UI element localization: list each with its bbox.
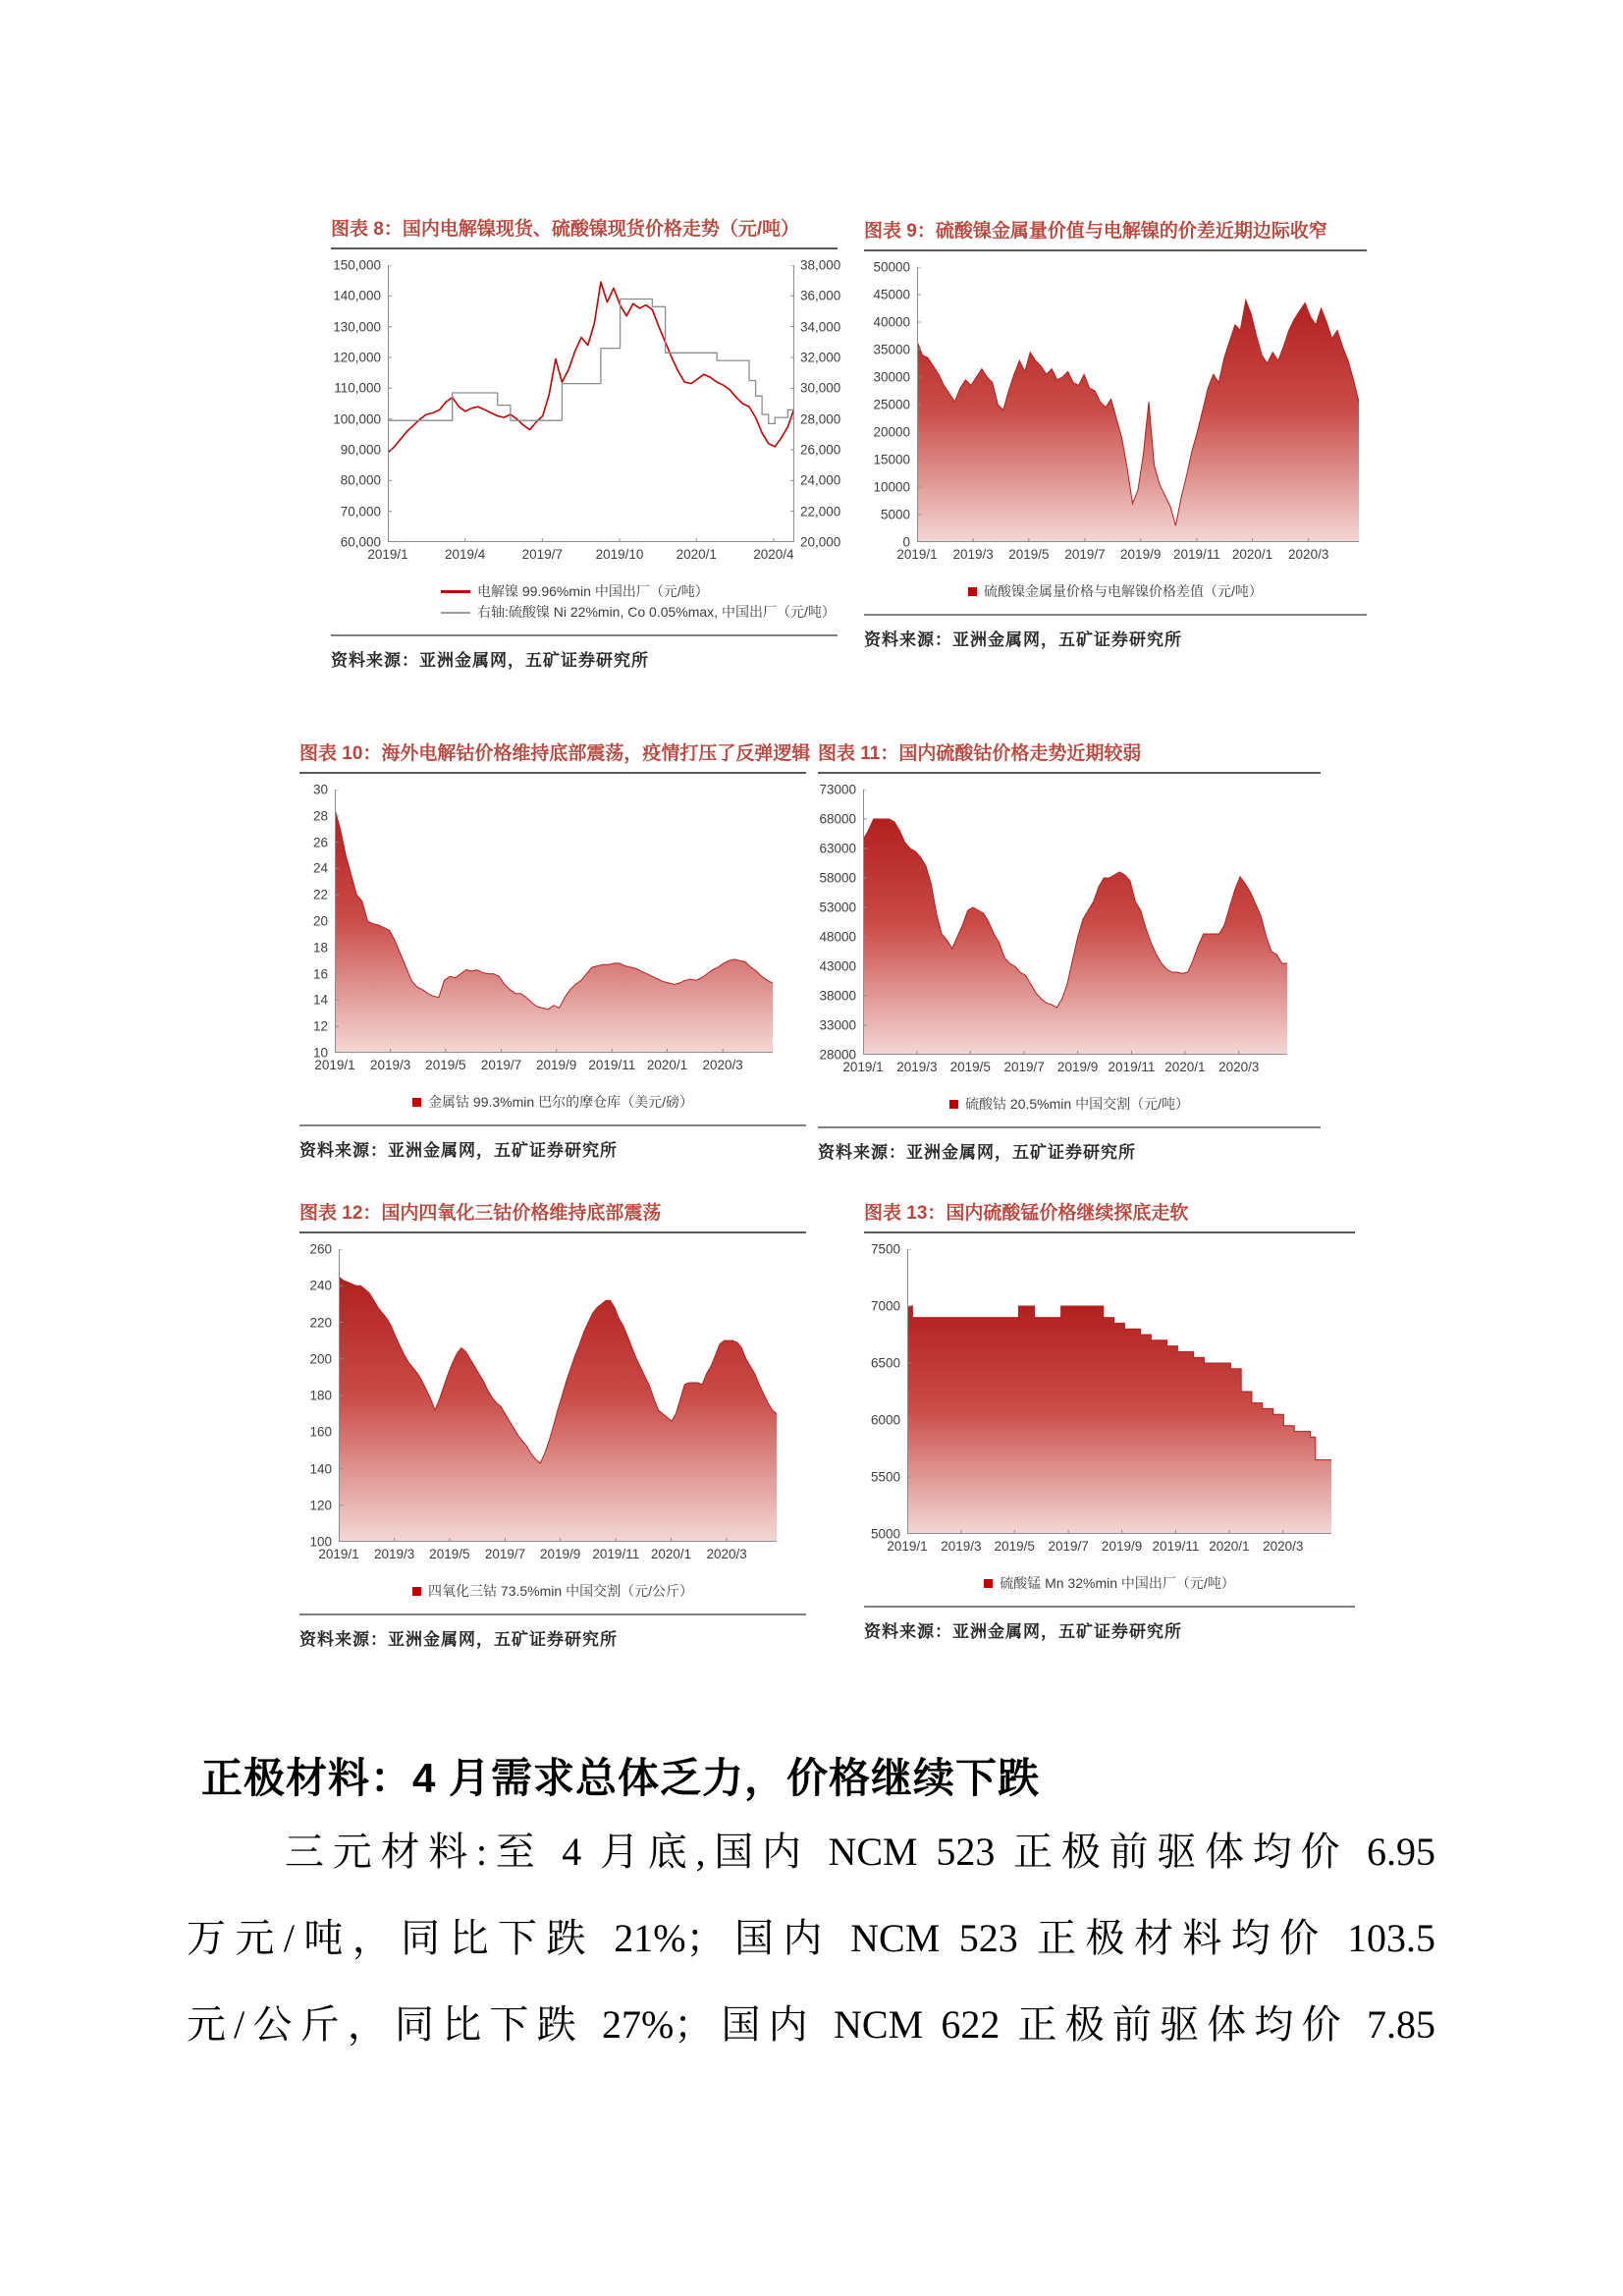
y-axis-tick-label: 150,000 <box>333 257 381 273</box>
y-axis-right-tick-label: 22,000 <box>800 504 841 519</box>
y-axis-tick-label: 68000 <box>819 811 856 827</box>
chart-title: 图表 9：硫酸镍金属量价值与电解镍的价差近期边际收窄 <box>864 221 1327 242</box>
legend-swatch-icon <box>441 590 470 593</box>
y-axis-right-labels <box>794 257 841 550</box>
chart-separator <box>299 1613 806 1615</box>
figure-chart-10 <box>299 742 811 1161</box>
x-axis-tick-label: 2020/4 <box>753 547 794 562</box>
y-axis-tick-label: 140 <box>309 1461 332 1476</box>
x-axis-tick-label: 2019/7 <box>1048 1539 1089 1554</box>
figure-chart-11 <box>818 742 1321 1163</box>
chart-source: 资料来源：亚洲金属网，五矿证券研究所 <box>818 1143 1136 1162</box>
legend-item <box>441 581 838 602</box>
chart-separator <box>818 1126 1321 1128</box>
x-axis-tick-label: 2020/1 <box>650 1547 692 1561</box>
legend-item <box>949 1094 1189 1115</box>
x-axis-tick-label: 2019/5 <box>1008 547 1050 562</box>
y-axis-tick-label: 12 <box>312 1018 328 1034</box>
y-axis-tick-label: 70,000 <box>340 504 381 519</box>
chart-title: 图表 11：国内硫酸钴价格走势近期较弱 <box>818 743 1142 764</box>
y-axis-tick-label: 220 <box>309 1315 332 1330</box>
y-axis-tick-label: 30000 <box>873 369 910 385</box>
y-axis-tick-label: 24 <box>312 860 328 876</box>
chart-title-rule <box>299 1231 806 1233</box>
series-area <box>863 819 1287 1055</box>
y-axis-tick-label: 20000 <box>873 424 910 440</box>
x-axis-tick-label: 2019/1 <box>367 547 408 562</box>
chart-canvas <box>388 265 794 542</box>
x-axis-tick-label: 2019/9 <box>540 1547 581 1561</box>
chart-title-rule <box>864 1231 1355 1233</box>
chart-source: 资料来源：亚洲金属网，五矿证券研究所 <box>299 1141 618 1160</box>
figure-chart-8 <box>331 218 841 671</box>
legend-label: 四氧化三钴 73.5%min 中国交割（元/公斤） <box>428 1583 693 1599</box>
y-axis-labels <box>864 259 917 550</box>
chart-title: 图表 10：海外电解钴价格维持底部震荡，疫情打压了反弹逻辑 <box>299 743 811 764</box>
y-axis-right-tick-label: 24,000 <box>800 472 841 488</box>
chart-plot-area <box>299 782 806 1061</box>
y-axis-tick-label: 6500 <box>870 1355 900 1371</box>
x-axis-tick-label: 2019/3 <box>952 547 994 562</box>
y-axis-tick-label: 10 <box>312 1045 328 1061</box>
x-axis-labels <box>896 547 1359 567</box>
y-axis-tick-label: 53000 <box>819 900 856 915</box>
x-axis-tick-label: 2019/1 <box>318 1547 359 1561</box>
x-axis-tick-label: 2019/3 <box>941 1539 982 1554</box>
y-axis-labels <box>331 257 388 550</box>
chart-plot-area <box>864 1241 1355 1542</box>
chart-separator <box>864 614 1367 616</box>
x-axis-tick-label: 2020/3 <box>1218 1060 1260 1074</box>
y-axis-tick-label: 73000 <box>819 782 856 797</box>
y-axis-right-tick-label: 36,000 <box>800 288 841 303</box>
x-axis-tick-label: 2019/1 <box>842 1060 884 1074</box>
x-axis-tick-label: 2019/7 <box>1003 1060 1045 1074</box>
y-axis-tick-label: 5000 <box>870 1526 900 1542</box>
x-axis-tick-label: 2019/11 <box>588 1058 636 1072</box>
y-axis-labels <box>299 1241 339 1550</box>
y-axis-right-tick-label: 28,000 <box>800 411 841 427</box>
chart-separator <box>864 1606 1355 1608</box>
x-axis-tick-label: 2019/5 <box>949 1060 991 1074</box>
y-axis-tick-label: 80,000 <box>340 472 381 488</box>
y-axis-tick-label: 45000 <box>873 287 910 302</box>
chart-source: 资料来源：亚洲金属网，五矿证券研究所 <box>864 630 1182 649</box>
chart-canvas <box>917 267 1359 542</box>
y-axis-tick-label: 5500 <box>870 1469 900 1485</box>
legend-label: 硫酸锰 Mn 32%min 中国出厂（元/吨） <box>1000 1575 1235 1591</box>
y-axis-tick-label: 5000 <box>880 507 910 522</box>
paragraph-line: 元/公斤，同比下跌 27%；国内 NCM 622 正极前驱体均价 7.85 <box>187 2002 1435 2047</box>
y-axis-tick-label: 28000 <box>819 1047 856 1063</box>
chart-title: 图表 13：国内硫酸锰价格继续探底走软 <box>864 1203 1189 1224</box>
y-axis-tick-label: 43000 <box>819 958 856 974</box>
x-axis-tick-label: 2019/11 <box>1108 1060 1156 1074</box>
y-axis-tick-label: 7000 <box>870 1298 900 1314</box>
chart-separator <box>299 1124 806 1126</box>
x-axis-tick-label: 2019/1 <box>887 1539 928 1554</box>
legend-item <box>441 602 838 623</box>
y-axis-tick-label: 60,000 <box>340 534 381 550</box>
y-axis-tick-label: 15000 <box>873 452 910 467</box>
y-axis-tick-label: 40000 <box>873 314 910 330</box>
x-axis-tick-label: 2020/1 <box>1164 1060 1206 1074</box>
series-line <box>388 282 794 453</box>
x-axis-tick-label: 2019/9 <box>1056 1060 1099 1074</box>
y-axis-labels <box>299 782 335 1061</box>
x-axis-tick-label: 2020/1 <box>1231 547 1273 562</box>
series-line <box>388 300 794 424</box>
x-axis-labels <box>367 547 794 567</box>
y-axis-tick-label: 120 <box>309 1498 332 1513</box>
x-axis-tick-label: 2019/5 <box>425 1058 466 1072</box>
y-axis-tick-label: 20 <box>312 913 328 929</box>
chart-source: 资料来源：亚洲金属网，五矿证券研究所 <box>331 651 649 670</box>
y-axis-tick-label: 33000 <box>819 1017 856 1033</box>
x-axis-tick-label: 2020/3 <box>1263 1539 1304 1554</box>
series-area <box>917 301 1359 542</box>
x-axis-tick-label: 2019/7 <box>521 547 563 562</box>
paragraph-line: 万元/吨，同比下跌 21%；国内 NCM 523 正极材料均价 103.5 <box>187 1916 1435 1960</box>
y-axis-tick-label: 180 <box>309 1388 332 1403</box>
y-axis-tick-label: 130,000 <box>333 319 381 335</box>
x-axis-tick-label: 2019/5 <box>994 1539 1035 1554</box>
x-axis-labels <box>318 1547 777 1566</box>
y-axis-tick-label: 260 <box>309 1241 332 1257</box>
chart-plot-area <box>299 1241 806 1550</box>
x-axis-tick-label: 2019/7 <box>1064 547 1106 562</box>
figure-chart-13 <box>864 1202 1355 1642</box>
y-axis-tick-label: 58000 <box>819 870 856 886</box>
legend-label: 金属钴 99.3%min 巴尔的摩仓库（美元/磅） <box>428 1094 693 1110</box>
x-axis-tick-label: 2020/3 <box>702 1058 743 1072</box>
legend-item <box>412 1092 693 1113</box>
y-axis-tick-label: 28 <box>312 808 328 824</box>
legend-swatch-icon <box>968 587 977 596</box>
x-axis-tick-label: 2020/3 <box>706 1547 747 1561</box>
chart-source: 资料来源：亚洲金属网，五矿证券研究所 <box>864 1622 1182 1641</box>
y-axis-labels <box>864 1241 907 1542</box>
body-paragraph <box>187 1829 1435 2088</box>
y-axis-tick-label: 160 <box>309 1424 332 1440</box>
section-heading: 正极材料：4 月需求总体乏力，价格继续下跌 <box>201 1755 1041 1801</box>
chart-canvas <box>907 1249 1331 1534</box>
x-axis-tick-label: 2019/9 <box>1101 1539 1143 1554</box>
legend-item <box>412 1581 693 1602</box>
figure-chart-12 <box>299 1202 806 1650</box>
y-axis-tick-label: 100 <box>309 1534 332 1550</box>
x-axis-tick-label: 2019/1 <box>314 1058 355 1072</box>
x-axis-tick-label: 2019/5 <box>429 1547 470 1561</box>
x-axis-tick-label: 2020/1 <box>676 547 717 562</box>
x-axis-labels <box>314 1058 773 1077</box>
y-axis-tick-label: 38000 <box>819 988 856 1004</box>
y-axis-right-tick-label: 34,000 <box>800 319 841 335</box>
legend-swatch-icon <box>984 1579 993 1588</box>
y-axis-tick-label: 90,000 <box>340 442 381 458</box>
y-axis-tick-label: 30 <box>312 782 328 797</box>
legend-label: 电解镍 99.96%min 中国出厂（元/吨） <box>477 583 709 599</box>
x-axis-tick-label: 2019/10 <box>595 547 644 562</box>
x-axis-tick-label: 2020/1 <box>646 1058 688 1072</box>
chart-canvas <box>339 1249 777 1542</box>
y-axis-labels <box>818 782 863 1063</box>
chart-separator <box>331 634 838 636</box>
y-axis-tick-label: 10000 <box>873 479 910 495</box>
x-axis-tick-label: 2019/3 <box>896 1060 938 1074</box>
y-axis-tick-label: 6000 <box>870 1412 900 1428</box>
x-axis-tick-label: 2020/1 <box>1209 1539 1250 1554</box>
x-axis-tick-label: 2019/11 <box>1152 1539 1200 1554</box>
chart-legend <box>864 1573 1355 1594</box>
chart-title-rule <box>818 772 1321 774</box>
figure-chart-9 <box>864 220 1367 650</box>
y-axis-right-tick-label: 32,000 <box>800 350 841 365</box>
x-axis-labels <box>842 1060 1287 1079</box>
y-axis-tick-label: 240 <box>309 1278 332 1293</box>
x-axis-tick-label: 2019/9 <box>1120 547 1162 562</box>
y-axis-tick-label: 35000 <box>873 342 910 357</box>
chart-canvas <box>335 790 773 1053</box>
legend-item <box>968 581 1263 602</box>
chart-plot-area <box>864 259 1367 550</box>
y-axis-tick-label: 50000 <box>873 259 910 275</box>
y-axis-tick-label: 26 <box>312 835 328 850</box>
y-axis-tick-label: 120,000 <box>333 350 381 365</box>
legend-label: 硫酸镍金属量价格与电解镍价格差值（元/吨） <box>984 583 1263 599</box>
chart-plot-area <box>818 782 1321 1063</box>
y-axis-tick-label: 16 <box>312 966 328 982</box>
y-axis-tick-label: 100,000 <box>333 411 381 427</box>
x-axis-tick-label: 2020/3 <box>1288 547 1329 562</box>
y-axis-right-tick-label: 30,000 <box>800 380 841 396</box>
x-axis-tick-label: 2019/7 <box>480 1058 522 1072</box>
y-axis-tick-label: 7500 <box>870 1241 900 1257</box>
y-axis-tick-label: 63000 <box>819 841 856 856</box>
chart-legend <box>299 1092 806 1113</box>
chart-title: 图表 12：国内四氧化三钴价格维持底部震荡 <box>299 1203 662 1224</box>
y-axis-tick-label: 22 <box>312 887 328 902</box>
x-axis-tick-label: 2019/11 <box>592 1547 640 1561</box>
chart-title: 图表 8：国内电解镍现货、硫酸镍现货价格走势（元/吨） <box>331 219 800 240</box>
legend-swatch-icon <box>949 1100 958 1109</box>
legend-swatch-icon <box>412 1098 421 1107</box>
y-axis-right-tick-label: 38,000 <box>800 257 841 273</box>
series-area <box>335 809 773 1053</box>
chart-legend <box>864 581 1367 602</box>
x-axis-tick-label: 2019/3 <box>369 1058 411 1072</box>
chart-canvas <box>863 790 1287 1055</box>
y-axis-right-tick-label: 26,000 <box>800 442 841 458</box>
chart-legend <box>299 1581 806 1602</box>
y-axis-tick-label: 140,000 <box>333 288 381 303</box>
legend-swatch-icon <box>441 612 470 614</box>
chart-source: 资料来源：亚洲金属网，五矿证券研究所 <box>299 1630 618 1649</box>
paragraph-line: 三元材料:至 4 月底,国内 NCM 523 正极前驱体均价 6.95 <box>285 1830 1435 1874</box>
x-axis-tick-label: 2019/4 <box>445 547 486 562</box>
chart-plot-area <box>331 257 841 550</box>
y-axis-tick-label: 18 <box>312 940 328 956</box>
chart-title-rule <box>864 249 1367 251</box>
x-axis-labels <box>887 1539 1331 1558</box>
chart-title-rule <box>331 247 838 249</box>
chart-title-rule <box>299 772 806 774</box>
legend-label: 右轴:硫酸镍 Ni 22%min, Co 0.05%max, 中国出厂（元/吨） <box>477 604 836 620</box>
y-axis-tick-label: 0 <box>902 534 910 550</box>
x-axis-tick-label: 2019/7 <box>484 1547 526 1561</box>
y-axis-tick-label: 14 <box>312 992 328 1008</box>
y-axis-tick-label: 200 <box>309 1351 332 1367</box>
legend-item <box>984 1573 1235 1594</box>
legend-label: 硫酸钴 20.5%min 中国交割（元/吨） <box>965 1096 1189 1112</box>
x-axis-tick-label: 2019/9 <box>536 1058 577 1072</box>
legend-swatch-icon <box>412 1587 421 1596</box>
series-area <box>907 1306 1331 1534</box>
x-axis-tick-label: 2019/3 <box>373 1547 415 1561</box>
x-axis-tick-label: 2019/11 <box>1172 547 1220 562</box>
chart-legend <box>331 581 838 623</box>
y-axis-tick-label: 110,000 <box>334 380 381 396</box>
y-axis-tick-label: 48000 <box>819 929 856 945</box>
chart-legend <box>818 1094 1321 1115</box>
y-axis-right-tick-label: 20,000 <box>800 534 841 550</box>
y-axis-tick-label: 25000 <box>873 397 910 412</box>
x-axis-tick-label: 2019/1 <box>896 547 938 562</box>
